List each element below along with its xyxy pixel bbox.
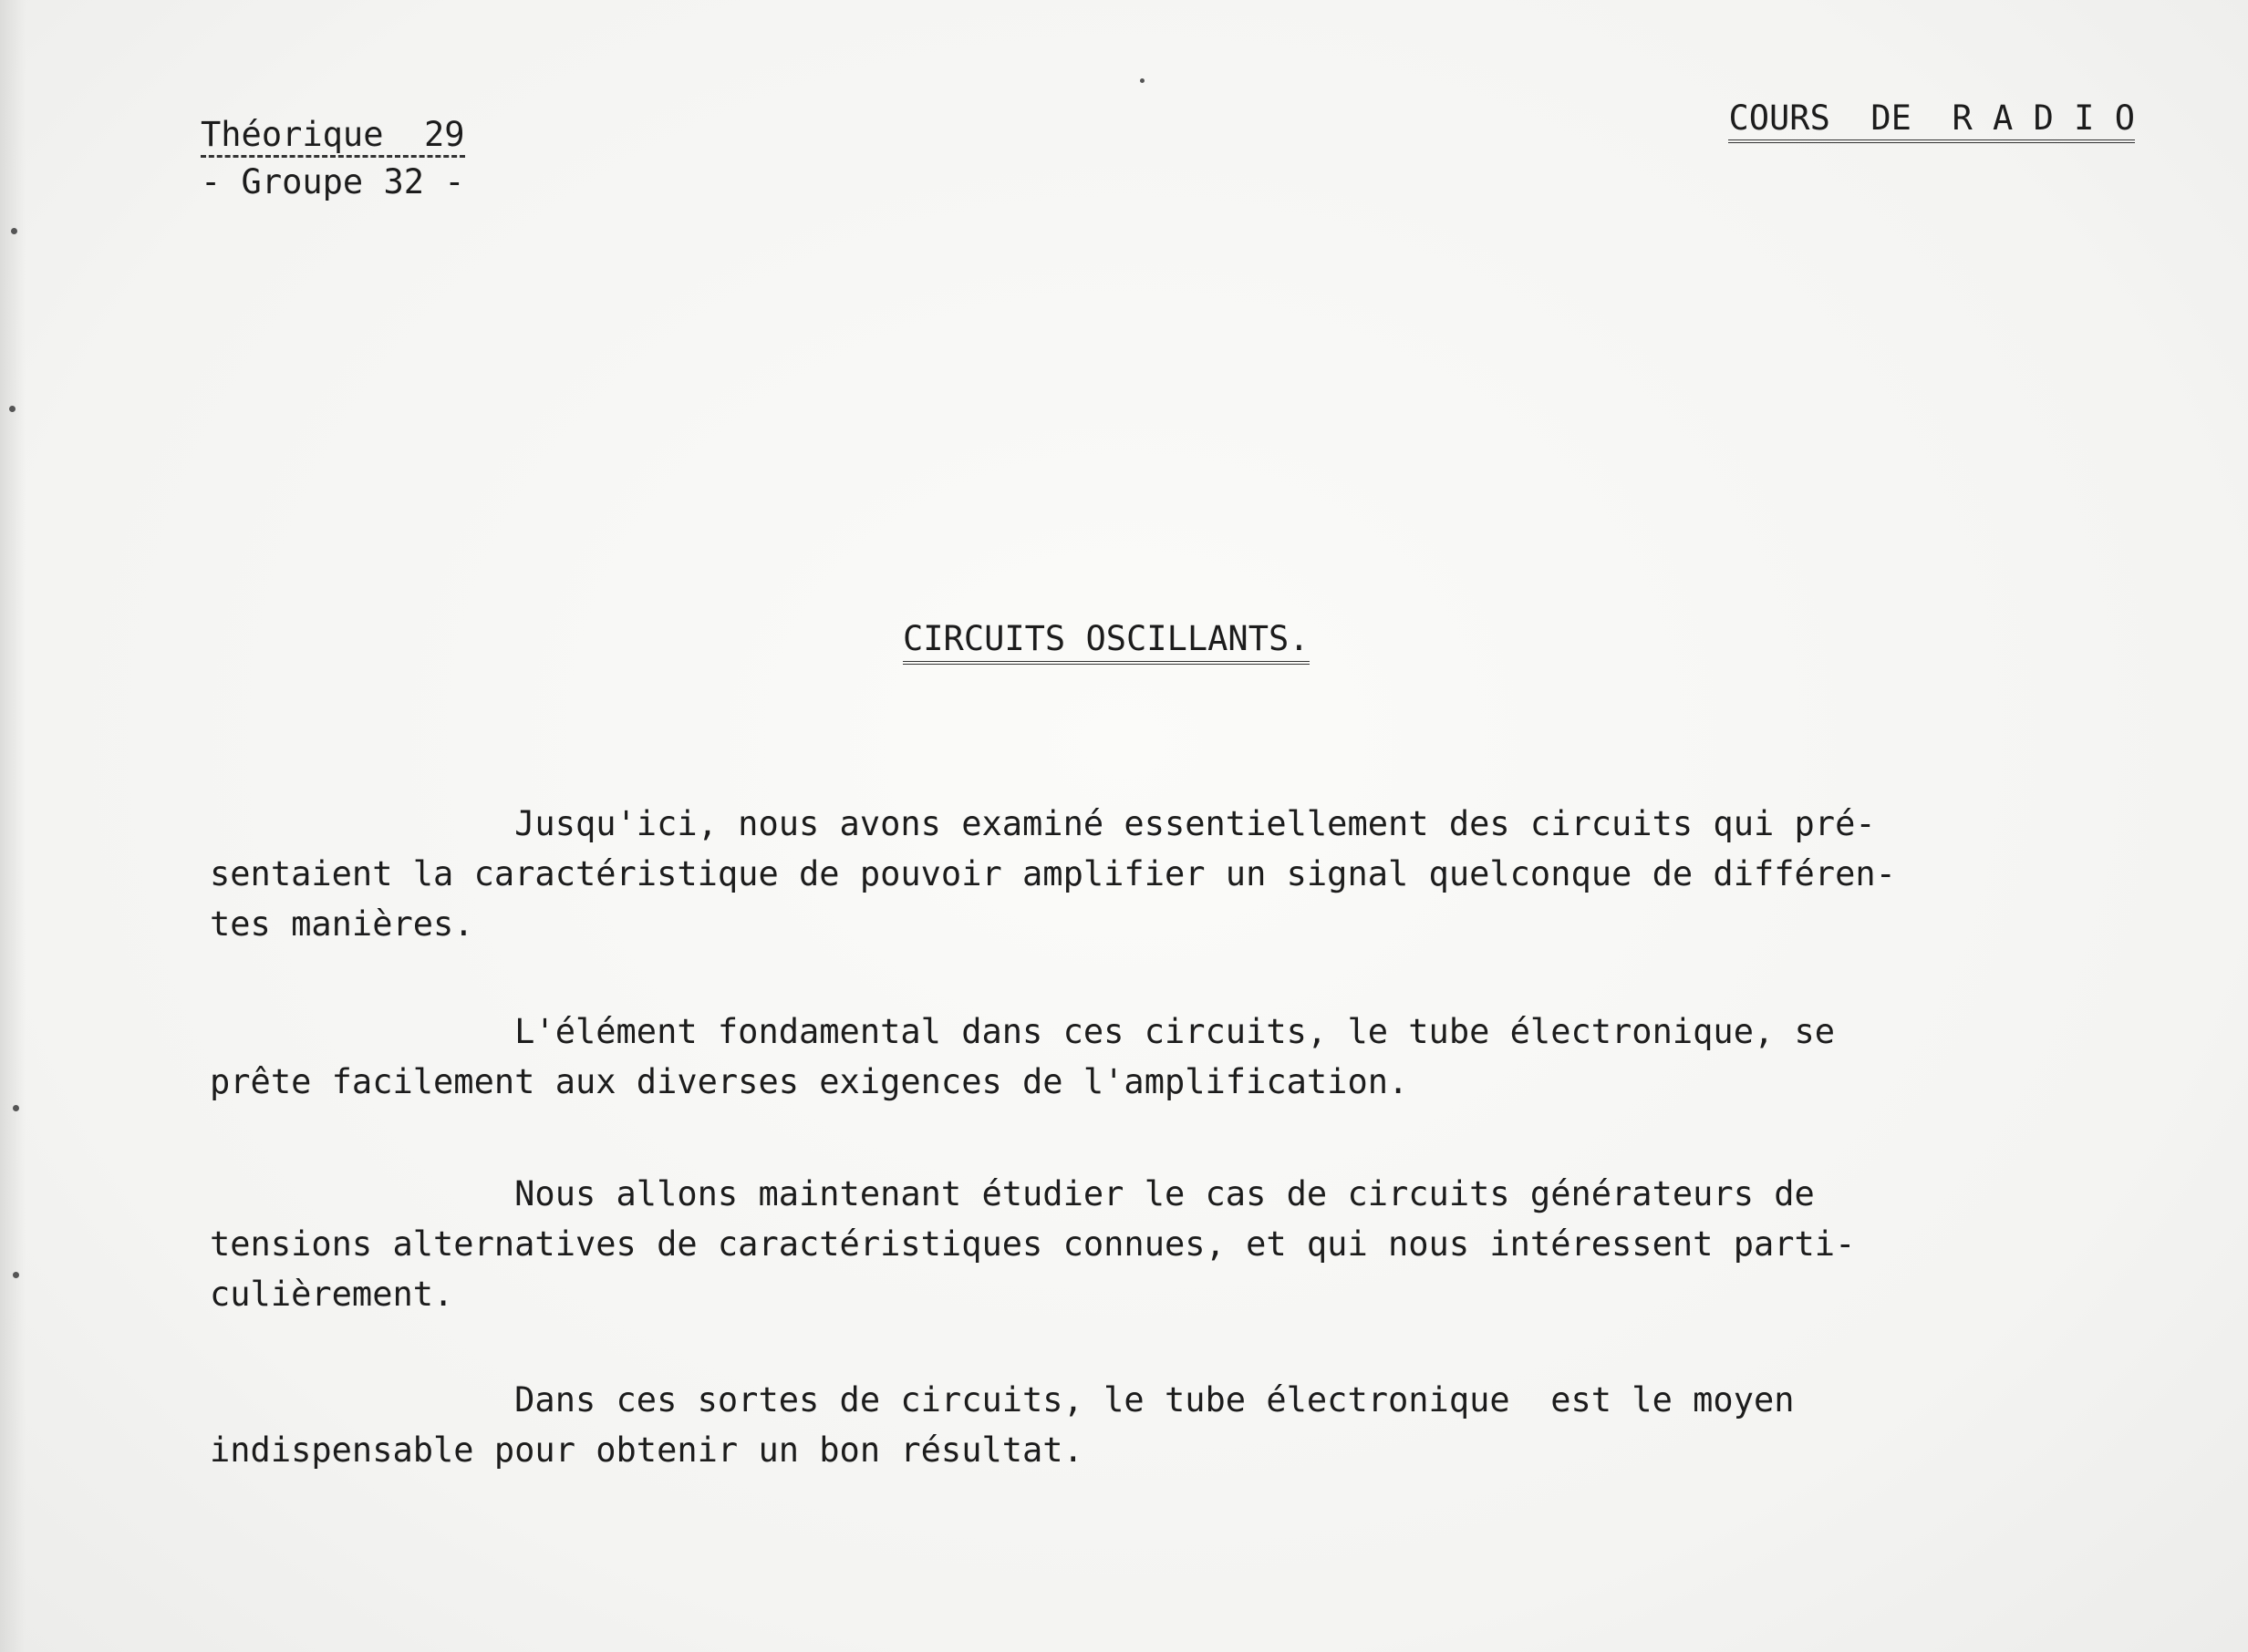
paragraph-line: Jusqu'ici, nous avons examiné essentiellement des circuits qui pré-	[210, 804, 1876, 843]
paragraph-line: tes manières.	[210, 904, 474, 944]
scan-speck	[13, 1272, 19, 1278]
header-left-line2: - Groupe 32 -	[201, 162, 465, 201]
section-title-text: CIRCUITS OSCILLANTS.	[903, 619, 1310, 665]
scan-speck	[11, 228, 17, 234]
paragraph-4	[210, 1375, 2143, 1475]
paragraph-line: culièrement.	[210, 1275, 454, 1314]
paragraph-line: Dans ces sortes de circuits, le tube électronique est le moyen	[210, 1380, 1795, 1420]
paragraph-2	[210, 1007, 2143, 1107]
scan-speck	[1140, 78, 1145, 83]
paragraph-3	[210, 1169, 2143, 1319]
header-left	[201, 111, 465, 206]
paragraph-line: indispensable pour obtenir un bon résultat.	[210, 1430, 1083, 1470]
paragraph-line: tensions alternatives de caractéristiques connues, et qui nous intéressent parti-	[210, 1224, 1856, 1264]
scan-speck	[9, 406, 16, 412]
paragraph-line: sentaient la caractéristique de pouvoir amplifier un signal quelconque de différen-	[210, 854, 1896, 893]
section-title	[903, 616, 1310, 662]
header-right	[1728, 97, 2135, 140]
paragraph-line: Nous allons maintenant étudier le cas de circuits générateurs de	[210, 1174, 1815, 1213]
paragraph-line: L'élément fondamental dans ces circuits, le tube électronique, se	[210, 1012, 1836, 1051]
paragraph-line: prête facilement aux diverses exigences de l'amplification.	[210, 1062, 1409, 1101]
scan-speck	[13, 1105, 19, 1111]
scan-edge-shadow	[0, 0, 26, 1652]
paragraph-1	[210, 799, 2143, 949]
course-title: COURS DE R A D I O	[1728, 98, 2135, 143]
header-left-line1: Théorique 29	[201, 115, 465, 158]
